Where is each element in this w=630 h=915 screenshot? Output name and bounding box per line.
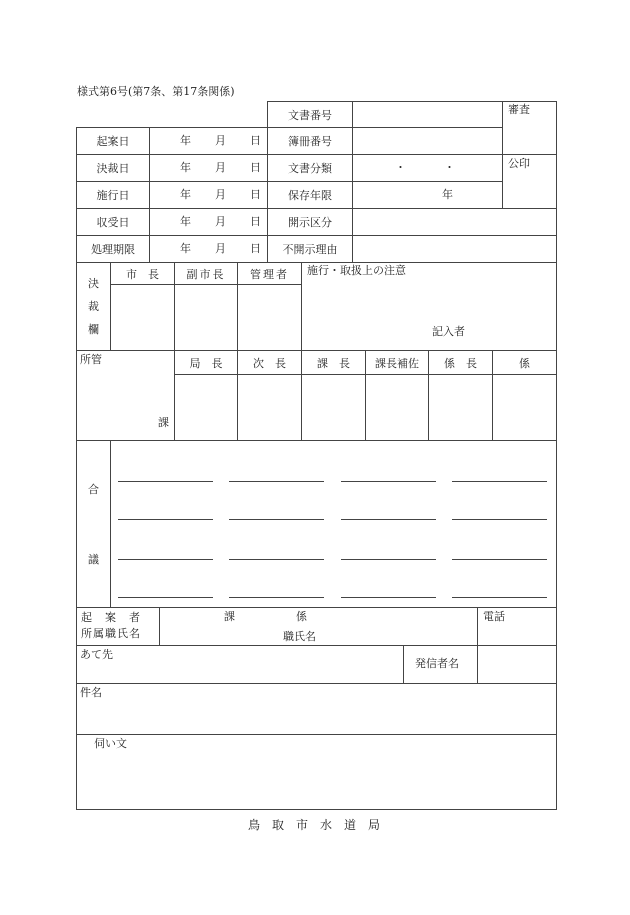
recorder-label: 記入者 xyxy=(432,325,465,338)
receipt-date-month: 月 xyxy=(215,215,226,228)
draft-date-month: 月 xyxy=(215,134,226,147)
bureau-chief-label: 局 長 xyxy=(189,356,223,370)
receipt-date-year: 年 xyxy=(180,215,191,228)
section-chief-label: 課 長 xyxy=(317,356,350,370)
disclosure-class-label: 開示区分 xyxy=(288,216,332,229)
doc-number-label: 文書番号 xyxy=(288,108,332,122)
decision-date-day: 日 xyxy=(250,161,261,174)
decision-date-month: 月 xyxy=(215,161,226,174)
deputy-mayor-label: 副市長 xyxy=(186,267,226,281)
enforcement-date-label: 施行日 xyxy=(96,189,130,202)
enforcement-date-day: 日 xyxy=(250,188,261,201)
subject-label: 件名 xyxy=(80,686,102,699)
drafter-section-suffix: 課 xyxy=(224,610,235,623)
nondisclosure-reason-label: 不開示理由 xyxy=(282,243,338,256)
phone-label: 電話 xyxy=(483,610,505,623)
decision-date-label: 決裁日 xyxy=(96,162,130,175)
staff-label: 係 xyxy=(519,356,530,370)
retention-year: 年 xyxy=(442,188,453,201)
drafter-label-line2: 所属職氏名 xyxy=(81,627,141,640)
issuer-name: 鳥 取 市 水 道 局 xyxy=(248,818,381,832)
official-seal-label: 公印 xyxy=(508,157,530,170)
doc-classification-label: 文書分類 xyxy=(288,162,332,175)
classification-dot-1: ・ xyxy=(395,161,406,174)
enforcement-date-year: 年 xyxy=(180,188,191,201)
assistant-section-chief-label: 課長補佐 xyxy=(375,356,419,370)
deputy-chief-label: 次 長 xyxy=(253,356,286,370)
deadline-year: 年 xyxy=(180,242,191,255)
unit-chief-label: 係 長 xyxy=(444,356,477,370)
deadline-label: 処理期限 xyxy=(91,243,135,256)
receipt-date-label: 収受日 xyxy=(96,216,130,229)
consultation-label-2: 議 xyxy=(88,553,99,566)
administrator-label: 管理者 xyxy=(250,267,289,281)
draft-date-year: 年 xyxy=(180,134,191,147)
inquiry-text-label: 伺い文 xyxy=(94,737,127,750)
deadline-day: 日 xyxy=(250,242,261,255)
handling-notes-label: 施行・取扱上の注意 xyxy=(307,264,406,277)
drafter-unit-suffix: 係 xyxy=(296,610,307,623)
deadline-month: 月 xyxy=(215,242,226,255)
addressee-label: あて先 xyxy=(80,648,113,661)
enforcement-date-month: 月 xyxy=(215,188,226,201)
retention-period-label: 保存年限 xyxy=(288,189,332,202)
kessai-label-1: 決 xyxy=(88,277,99,290)
consultation-label-1: 合 xyxy=(88,483,99,496)
jurisdiction-label: 所管 xyxy=(80,353,102,366)
classification-dot-2: ・ xyxy=(444,161,455,174)
jurisdiction-section-suffix: 課 xyxy=(158,416,169,429)
register-number-label: 簿冊番号 xyxy=(288,135,332,148)
draft-date-day: 日 xyxy=(250,134,261,147)
receipt-date-day: 日 xyxy=(250,215,261,228)
decision-date-year: 年 xyxy=(180,161,191,174)
draft-date-label: 起案日 xyxy=(96,135,130,148)
kessai-label-3: 欄 xyxy=(88,323,99,336)
drafter-name-label: 職氏名 xyxy=(283,630,316,643)
review-label: 審査 xyxy=(508,103,530,116)
form-title: 様式第6号(第7条、第17条関係) xyxy=(77,85,235,98)
mayor-label: 市 長 xyxy=(126,267,159,281)
kessai-label-2: 裁 xyxy=(88,300,99,313)
drafter-label-line1: 起 案 者 xyxy=(81,611,141,624)
sender-name-label: 発信者名 xyxy=(415,657,459,670)
